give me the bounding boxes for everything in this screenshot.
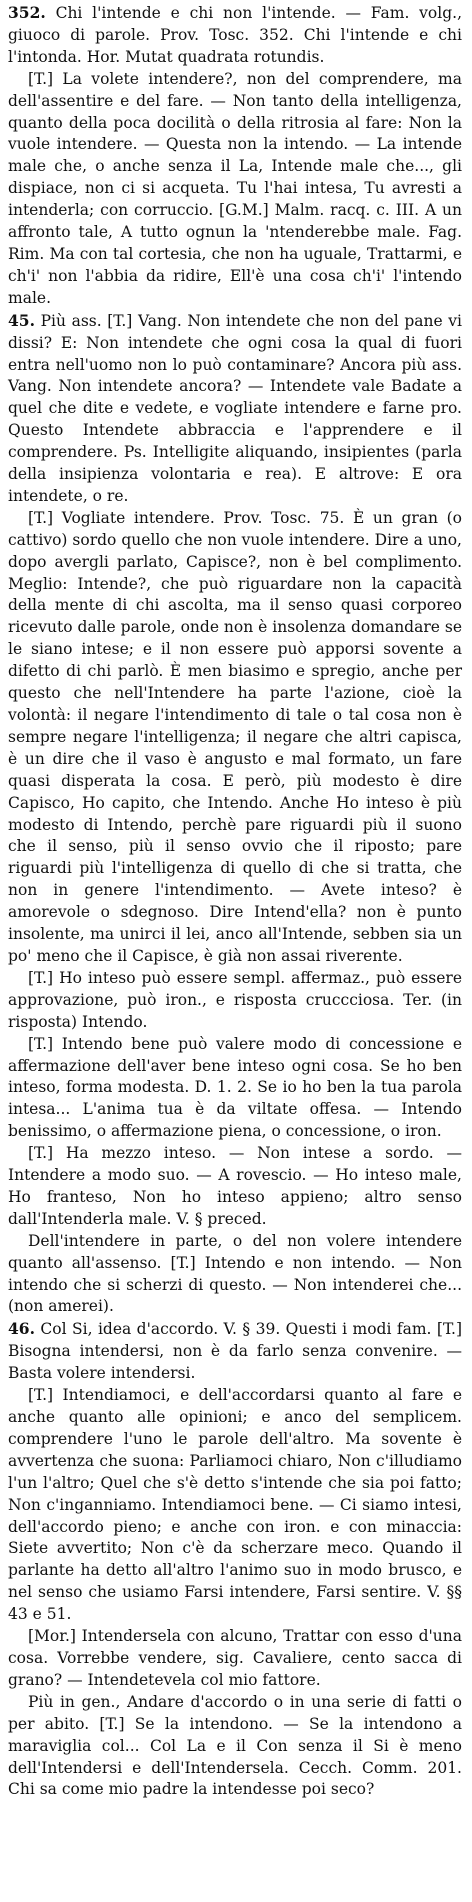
paragraph-piu-in-gen [8, 1692, 462, 1802]
paragraph-ho-inteso [8, 968, 462, 1034]
paragraph-text: Più in gen., Andare d'accordo o in una serie di fatti o per abito. [T.] Se la intendono. — Se la intendono a maraviglia col... Col La e il Con senza il Si è meno dell'Intendersi e dell'Intendersela. Cecch. Comm. 201. Chi sa come mio padre la intendesse poi seco? [8, 1692, 462, 1799]
entry-text: Chi l'intende e chi non l'intende. — Fam. volg., giuoco di parole. Prov. Tosc. 352. Chi l'intende e chi l'intonda. Hor. Mutat quadrata rotundis. [8, 4, 462, 66]
paragraph-text: [Mor.] Intendersela con alcuno, Trattar con esso d'una cosa. Vorrebbe vendere, sig. Cavaliere, cento sacca di grano? — Intendetevela col mio fattore. [8, 1627, 462, 1689]
entry-text: Col Si, idea d'accordo. V. § 39. Questi i modi fam. [T.] Bisogna intendersi, non è da farlo senza convenire. — Basta volere intendersi. [8, 1320, 462, 1383]
entry-352-proverb [8, 2, 462, 69]
paragraph-text: [T.] La volete intendere?, non del comprendere, ma dell'assentire e del fare. — Non tanto della intelligenza, quanto della poca docilità o della ritrosia al fare: Non la vuole intendere. — Questa non la intendo. — La intende male che, o anche senza il La, Intende male che..., gli dispiace, non ci si acqueta. Tu l'hai intesa, Tu avresti a intenderla; con corruccio. [G.M.] Malm. racq. c. III. A un affronto tale, A tutto ognun la 'ntenderebbe male. Fag. Rim. Ma con tal cortesia, che non ha uguale, Trattarmi, e ch'i' non l'abbia da ridire, Ell'è una cosa ch'i' l'intendo male. [8, 69, 462, 307]
entry-number: 45. [8, 310, 35, 330]
entry-number: 46. [8, 1319, 35, 1339]
paragraph-intendo-bene [8, 1034, 462, 1144]
paragraph-text: [T.] Vogliate intendere. Prov. Tosc. 75. È un gran (o cattivo) sordo quello che non vuole intendere. Dire a uno, dopo avergli parlato, Capisce?, non è bel complimento. Meglio: Intende?, che può riguardare non la capacità della mente di chi ascolta, ma il senso quasi corporeo ricevuto dalle parole, onde non è insolenza domandare se le siano intese; e il non essere può apporsi sovente a difetto di chi parlò. È men biasimo e spregio, anche per questo che nell'Intendere ha parte l'azione, cioè la volontà: il negare l'intendimento di tale o tal cosa non è sempre negare l'intelligenza; il negare che altri capisca, è un dire che il vaso è angusto e mal formato, un fare quasi disperata la cosa. E però, più modesto è dire Capisco, Ho capito, che Intendo. Anche Ho inteso è più modesto di Intendo, perchè pare riguardi più il suono che il senso, più il senso ovvio che il riposto; pare riguardi più l'intelligenza di quello di che si tratta, che non in genere l'intendimento. — Avete inteso? è amorevole o sdegnoso. Dire Intend'ella? non è punto insolente, ma unirci il lei, anco all'Intende, sebben sia un po' meno che il Capisce, è già non assai riverente. [8, 508, 462, 965]
paragraph-intendiamoci [8, 1385, 462, 1626]
paragraph-vogliate-intendere [8, 508, 462, 968]
paragraph-volete-intendere [8, 69, 462, 310]
entry-45-piu-assoluto [8, 310, 462, 508]
paragraph-mezzo-inteso [8, 1143, 462, 1231]
entry-text: Più ass. [T.] Vang. Non intendete che non del pane vi dissi? E: Non intendete che ogni cosa la qual di fuori entra nell'uomo non lo può contaminare? Ancora più ass. Vang. Non intendete ancora? — Intendete vale Badate a quel che dite e vedete, e vogliate intendere e farne pro. Questo Intendete abbraccia e l'apprendere e il comprendere. Ps. Intelligite aliquando, insipientes (parla della insipienza volontaria e rea). E altrove: E ora intendete, o re. [8, 311, 462, 505]
paragraph-text: [T.] Intendiamoci, e dell'accordarsi quanto al fare e anche quanto alle opinioni; e anco del semplicem. comprendere l'uno le parole dell'altro. Ma sovente è avvertenza che suona: Parliamoci chiaro, Non c'illudiamo l'un l'altro; Quel che s'è detto s'intende che sia poi fatto; Non c'inganniamo. Intendiamoci bene. — Ci siamo intesi, dell'accordo pieno; e anche con iron. e con minaccia: Siete avvertito; Non c'è da scherzare meco. Quando il parlante ha detto all'altro l'animo suo in modo brusco, e nel senso che usiamo Farsi intendere, Farsi sentire. V. §§ 43 e 51. [8, 1386, 462, 1624]
paragraph-intendere-in-parte [8, 1231, 462, 1319]
paragraph-text: [T.] Ho inteso può essere sempl. affermaz., può essere approvazione, può iron., e risposta cruccciosa. Ter. (in risposta) Intendo. [8, 968, 462, 1031]
paragraph-intendersela [8, 1626, 462, 1692]
paragraph-text: [T.] Intendo bene può valere modo di concessione e affermazione dell'aver bene inteso ogni cosa. Se ho ben inteso, forma modesta. D. 1. 2. Se io ho ben la tua parola intesa... L'anima tua è da viltate offesa. — Intendo benissimo, o affermazione piena, o concessione, o iron. [8, 1034, 462, 1141]
entry-number: 352. [8, 3, 46, 22]
entry-46-col-si [8, 1318, 462, 1385]
paragraph-text: Dell'intendere in parte, o del non volere intendere quanto all'assenso. [T.] Intendo e non intendo. — Non intendo che si scherzi di questo. — Non intenderei che... (non amerei). [8, 1231, 462, 1316]
paragraph-text: [T.] Ha mezzo inteso. — Non intese a sordo. — Intendere a modo suo. — A rovescio. — Ho inteso male, Ho franteso, Non ho inteso appieno; altro senso dall'Intenderla male. V. § preced. [8, 1144, 462, 1228]
